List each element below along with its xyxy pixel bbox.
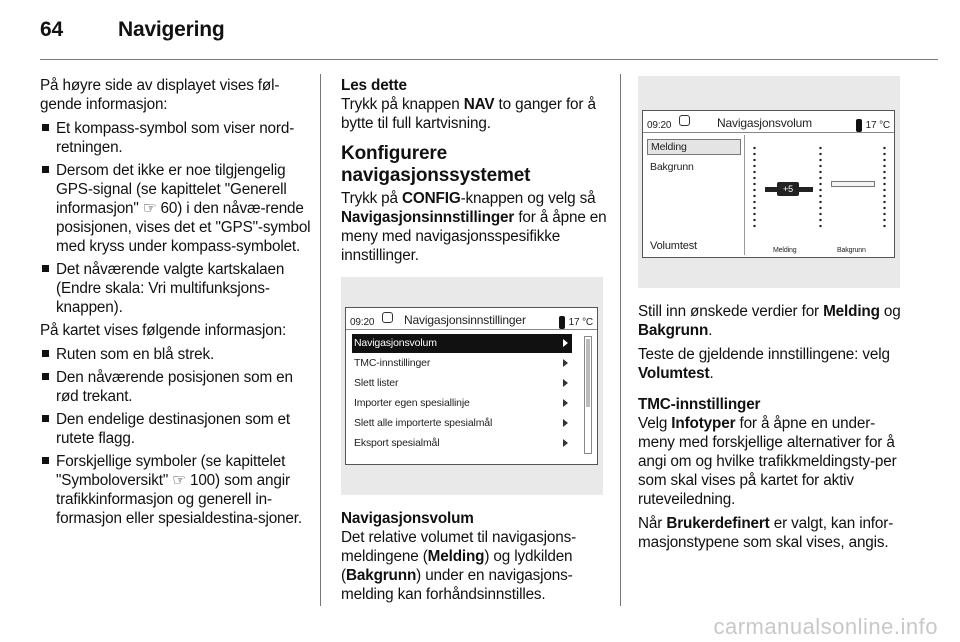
section-heading: Konfigurere navigasjonssystemet [341,143,531,186]
column-2 [341,76,608,609]
bakgrunn-slider[interactable] [831,181,875,187]
scrollbar-thumb [586,339,590,407]
navigation-icon [382,312,393,323]
intro-paragraph: På høyre side av displayet vises føl-gende informasjon: [40,77,280,113]
menu-name: Navigasjonsinnstillinger [341,209,515,226]
list-item-text: ) som angir trafikkinformasjon og generell in-formasjon eller spesialdestina-sjoner. [56,472,302,527]
label-bakgrunn: Bakgrunn [837,247,866,254]
menu-item-melding[interactable]: Melding [647,139,741,155]
arrow-right-icon [563,439,568,447]
settings-screen [345,307,598,465]
key-name: CONFIG [401,190,461,207]
volume-paragraph: Det relative volumet til navigasjons-meldingene (Melding) og lydkilden (Bakgrunn) under en navigasjons-melding kan forhåndsinnstilles. [341,529,577,603]
page-title: Navigering [118,18,225,41]
melding-slider-value[interactable]: +5 [777,182,799,196]
menu-item-bakgrunn[interactable]: Bakgrunn [650,161,694,173]
note-text: Trykk på knappen NAV to ganger for å bytte til full kartvisning. [341,96,596,132]
scale-dots [753,145,756,229]
column-divider-1 [320,74,321,606]
screen-status-bar [643,111,894,133]
page-ref-icon: ☞ [142,200,157,217]
paragraph-tmc: Velg Infotyper for å åpne en under-meny med forskjellige alternativer for å angi om og hvilke trafikkmeldingsty-per som skal vises på kartet for aktiv ruteveiledning. [638,415,897,508]
watermark: carmanualsonline.info [713,614,938,639]
list-item-text: Dersom det ikke er noe tilgjengelig GPS-signal (se kapittelet "Generell informasjon" [56,162,287,217]
config-paragraph: Trykk på CONFIG-knappen og velg så Navigasjonsinnstillinger for å åpne en meny med navigasjonsspesifikke innstillinger. [341,190,607,264]
screen-divider [744,135,745,255]
note-title: Les dette [341,77,407,94]
list-item: Den nåværende posisjonen som en rød trekant. [40,368,312,406]
menu-item-navigasjonsvolum[interactable]: Navigasjonsvolum [352,334,572,353]
list-item: Ruten som en blå strek. [40,345,312,364]
page-ref-icon: ☞ [172,472,186,489]
thermometer-icon [559,316,565,329]
page-header [40,18,225,42]
column-1 [40,76,312,532]
arrow-right-icon [563,379,568,387]
screen-title: Navigasjonsvolum [717,116,812,130]
navigation-icon [679,115,690,126]
thermometer-icon [856,119,862,132]
list-item: Det nåværende valgte kartskalaen (Endre skala: Vri multifunksjons-knappen). [40,260,312,317]
list-item: Den endelige destinasjonen som et rutete flagg. [40,410,312,448]
label-melding: Melding [773,247,797,254]
paragraph-values: Still inn ønskede verdier for Melding og Bakgrunn. [638,303,901,339]
volume-screen-figure [638,76,900,288]
scrollbar[interactable] [584,336,592,454]
scale-dots [819,145,822,229]
screen-title: Navigasjonsinnstillinger [404,313,526,327]
menu-item-tmc[interactable]: TMC-innstillinger [352,354,572,373]
settings-screen-figure [341,277,603,495]
column-3 [638,76,908,557]
list-item-text: ) i den nåvæ-rende posisjonen, vises det et "GPS"-symbol med kryss under kompass-symbolet. [56,200,311,255]
arrow-right-icon [563,359,568,367]
menu-item-volumtest[interactable]: Volumtest [650,240,697,252]
arrow-right-icon [563,399,568,407]
paragraph-custom: Når Brukerdefinert er valgt, kan infor-masjonstypene som skal vises, angis. [638,515,894,551]
clock: 09:20 [350,317,375,328]
arrow-right-icon [563,339,568,347]
column-divider-2 [620,74,621,606]
header-rule [40,59,938,60]
subsection-title: TMC-innstillinger [638,396,761,413]
menu-item-importer[interactable]: Importer egen spesiallinje [352,394,572,413]
list-item [40,452,312,528]
temperature: 17 °C [559,313,593,332]
paragraph-test: Teste de gjeldende innstillingene: velg Volumtest. [638,346,890,382]
map-info-intro: På kartet vises følgende informasjon: [40,322,287,339]
arrow-right-icon [563,419,568,427]
menu-item-slett-lister[interactable]: Slett lister [352,374,572,393]
temperature: 17 °C [856,116,890,135]
display-info-list [40,119,312,317]
subsection-title: Navigasjonsvolum [341,510,474,527]
map-info-list [40,345,312,528]
screen-status-bar [346,308,597,330]
page-ref: 60 [160,200,178,217]
list-item [40,161,312,256]
page-ref: 100 [189,472,216,489]
list-item-text: Forskjellige symboler (se kapittelet "Symboloversikt" [56,453,286,489]
scale-dots [883,145,886,229]
list-item: Et kompass-symbol som viser nord-retningen. [40,119,312,157]
volume-screen [642,110,895,258]
menu-item-slett-alle[interactable]: Slett alle importerte spesialmål [352,414,572,433]
key-name: NAV [463,96,495,113]
clock: 09:20 [647,120,672,131]
page-number: 64 [40,18,63,41]
menu-item-eksport[interactable]: Eksport spesialmål [352,434,572,453]
